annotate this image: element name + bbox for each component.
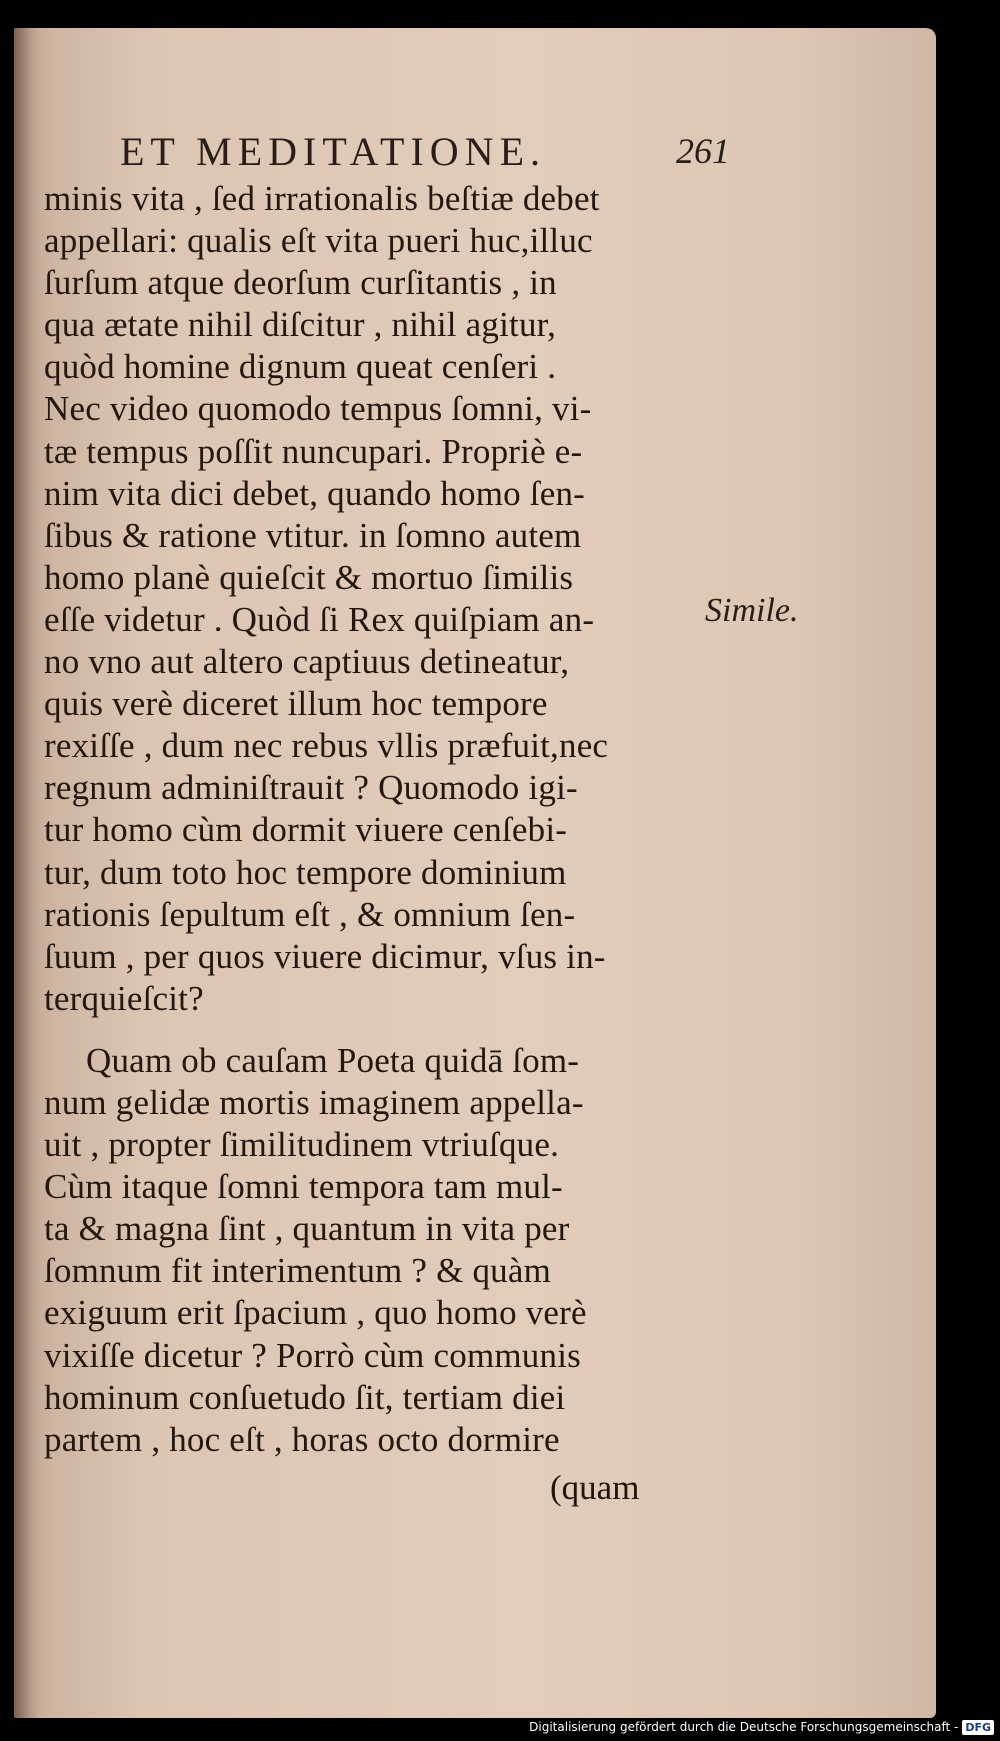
digitization-credit <box>529 1717 994 1737</box>
text-line: appellari: qualis eſt vita pueri huc,illuc <box>44 221 593 261</box>
text-line: ſurſum atque deorſum curſitantis , in <box>44 263 557 303</box>
text-line: Nec video quomodo tempus ſomni, vi- <box>44 389 592 429</box>
text-line: no vno aut altero captiuus detineatur, <box>44 642 570 682</box>
text-line: regnum adminiſtrauit ? Quomodo igi- <box>44 768 578 808</box>
text-line: Cùm itaque ſomni tempora tam mul- <box>44 1167 563 1207</box>
dfg-logo: DFG <box>962 1720 994 1735</box>
text-line: uit , propter ſimilitudinem vtriuſque. <box>44 1125 560 1165</box>
text-line: vixiſſe dicetur ? Porrò cùm communis <box>44 1335 581 1375</box>
text-line: quis verè diceret illum hoc tempore <box>44 684 548 724</box>
page-number: 261 <box>676 131 730 171</box>
paragraph-start-line: Quam ob cauſam Poeta quidā ſom- <box>86 1040 580 1080</box>
credit-text: Digitalisierung gefördert durch die Deutsche Forschungsgemeinschaft - <box>529 1720 959 1734</box>
text-line: ſuum , per quos viuere dicimur, vſus in- <box>44 936 606 976</box>
running-head-title: ET MEDITATIONE. <box>120 129 546 174</box>
text-line: nim vita dici debet, quando homo ſen- <box>44 473 586 513</box>
text-line: num gelidæ mortis imaginem appella- <box>44 1082 584 1122</box>
text-line: minis vita , ſed irrationalis beſtiæ debet <box>44 179 600 218</box>
text-line: partem , hoc eſt , horas octo dormire <box>44 1419 560 1459</box>
text-line: tur, dum toto hoc tempore dominium <box>44 852 567 892</box>
text-line: tæ tempus poſſit nuncupari. Propriè e- <box>44 431 583 471</box>
text-line: hominum conſuetudo ſit, tertiam diei <box>44 1377 566 1417</box>
text-line: exiguum erit ſpacium , quo homo verè <box>44 1293 587 1333</box>
body-text <box>44 178 708 1461</box>
running-head <box>120 128 730 178</box>
text-line: rationis ſepultum eſt , & omnium ſen- <box>44 894 576 934</box>
text-line: ſomnum fit interimentum ? & quàm <box>44 1251 552 1291</box>
text-line: ſibus & ratione vtitur. in ſomno autem <box>44 515 582 555</box>
text-line: homo planè quieſcit & mortuo ſimilis <box>44 557 574 597</box>
book-page <box>14 28 936 1718</box>
text-line: eſſe videtur . Quòd ſi Rex quiſpiam an- <box>44 599 595 639</box>
text-line: rexiſſe , dum nec rebus vllis præfuit,nec <box>44 726 609 766</box>
text-line: quòd homine dignum queat cenſeri . <box>44 347 557 387</box>
text-line: terquieſcit? <box>44 978 204 1018</box>
text-line: qua ætate nihil diſcitur , nihil agitur, <box>44 305 557 345</box>
spine-shadow <box>14 28 40 1718</box>
marginal-note: Simile. <box>705 592 799 629</box>
text-line: tur homo cùm dormit viuere cenſebi- <box>44 810 568 850</box>
text-line: ta & magna ſint , quantum in vita per <box>44 1209 570 1249</box>
catchword: (quam <box>550 1468 640 1507</box>
